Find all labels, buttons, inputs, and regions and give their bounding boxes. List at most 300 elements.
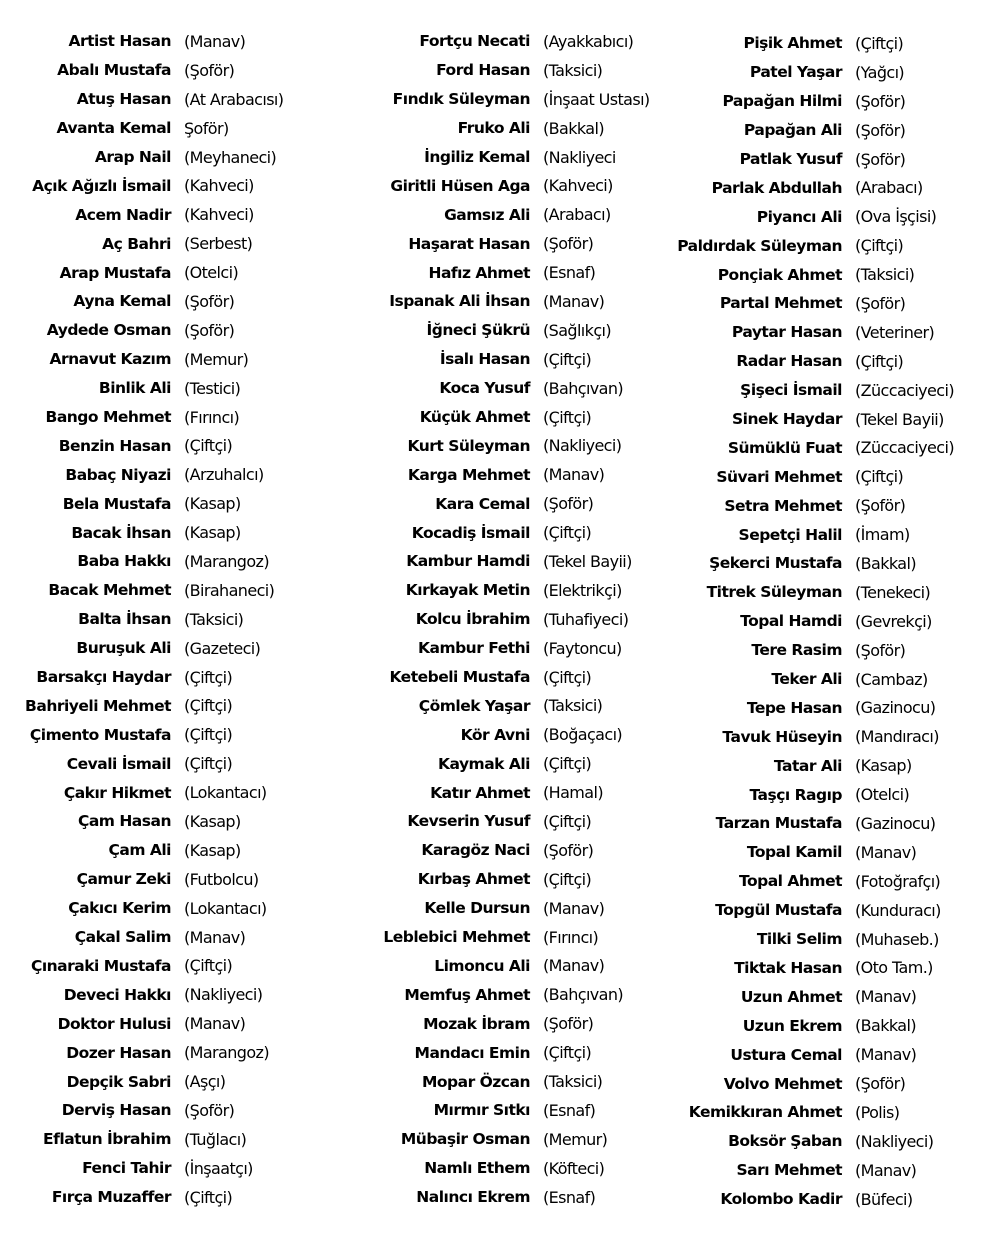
list-item (360, 894, 665, 923)
person-occupation: (Şoför) (855, 496, 906, 516)
list-item (655, 1156, 983, 1185)
person-nickname: Fırça Muzaffer (51, 1188, 171, 1207)
list-item (360, 691, 665, 720)
list-item (360, 258, 665, 287)
list-item (0, 836, 354, 865)
person-occupation: (Manav) (543, 956, 605, 976)
person-occupation: (Çiftçi) (543, 811, 592, 831)
list-item (655, 1098, 983, 1127)
person-nickname: Papağan Ali (743, 121, 842, 140)
person-nickname: Setra Mehmet (724, 496, 842, 515)
person-occupation: (Çiftçi) (543, 523, 592, 543)
person-occupation: (Aşçı) (184, 1072, 226, 1091)
person-occupation: (At Arabacısı) (184, 89, 284, 109)
list-item (360, 1125, 665, 1154)
person-occupation: (Taksici) (543, 60, 603, 80)
list-item (360, 1038, 665, 1067)
person-nickname: Taşçı Ragıp (749, 785, 842, 804)
person-nickname: Tepe Hasan (746, 698, 842, 717)
person-nickname: Uzun Ekrem (742, 1016, 842, 1035)
person-occupation: (Şoför) (184, 320, 235, 340)
person-nickname: Benzin Hasan (58, 436, 171, 455)
person-nickname: Parlak Abdullah (711, 178, 842, 197)
list-item (360, 923, 665, 952)
person-occupation: (Ova İşçisi) (855, 207, 937, 227)
person-nickname: Eflatun İbrahim (43, 1130, 171, 1149)
list-item (655, 1011, 983, 1040)
person-nickname: Çakır Hikmet (63, 783, 171, 802)
person-occupation: (Çiftçi) (543, 667, 592, 687)
person-nickname: Giritli Hüsen Aga (390, 176, 530, 195)
person-occupation: (Esnaf) (543, 263, 596, 283)
list-item (0, 980, 354, 1009)
person-nickname: Piyancı Ali (756, 207, 842, 226)
list-item (655, 896, 983, 925)
person-nickname: Barsakçı Haydar (36, 668, 171, 687)
person-nickname: Kara Cemal (435, 494, 530, 513)
person-occupation: (Şoför) (855, 91, 906, 111)
person-nickname: Arnavut Kazım (49, 350, 171, 369)
person-occupation: (Nakliyeci (543, 147, 616, 167)
person-nickname: Papağan Hilmi (722, 92, 842, 111)
list-item (655, 780, 983, 809)
person-occupation: (Sağlıkçı) (543, 320, 612, 340)
person-occupation: (Köfteci) (543, 1158, 605, 1178)
person-nickname: Sinek Haydar (732, 410, 842, 429)
person-nickname: Tatar Ali (773, 756, 842, 775)
person-nickname: Şekerci Mustafa (709, 554, 842, 573)
person-nickname: Çam Ali (108, 841, 171, 860)
person-occupation: (Kahveci) (543, 176, 613, 196)
person-nickname: Limoncu Ali (434, 956, 530, 975)
person-occupation: (Elektrikçi) (543, 580, 622, 600)
person-nickname: Patel Yaşar (749, 63, 842, 82)
person-occupation: (Gevrekçi) (855, 611, 932, 631)
person-nickname: Aç Bahri (102, 234, 171, 253)
person-occupation: (Züccaciyeci) (855, 438, 954, 458)
person-occupation: (Manav) (855, 1045, 917, 1065)
person-nickname: Uzun Ahmet (740, 987, 842, 1006)
person-nickname: Kevserin Yusuf (407, 812, 530, 831)
person-nickname: Tavuk Hüseyin (722, 727, 842, 746)
person-nickname: Depçik Sabri (66, 1072, 171, 1091)
person-occupation: (Tuğlacı) (184, 1129, 247, 1149)
person-occupation: (Çiftçi) (184, 1187, 233, 1207)
person-nickname: Balta İhsan (78, 610, 171, 629)
person-occupation: (Kasap) (184, 494, 241, 514)
person-occupation: (Şoför) (543, 234, 594, 254)
person-occupation: (Çiftçi) (543, 407, 592, 427)
list-item (0, 489, 354, 518)
person-occupation: (Fırıncı) (543, 927, 599, 947)
person-nickname: Ford Hasan (436, 61, 530, 80)
person-nickname: Bacak Mehmet (48, 581, 171, 600)
list-item (655, 954, 983, 983)
person-nickname: Çimento Mustafa (29, 725, 171, 744)
person-occupation: (Testici) (184, 378, 241, 398)
person-occupation: (Manav) (855, 842, 917, 862)
list-item (655, 405, 983, 434)
list-item (655, 462, 983, 491)
list-item (655, 607, 983, 636)
person-occupation: (Faytoncu) (543, 638, 622, 658)
person-occupation: (Çiftçi) (184, 754, 233, 774)
list-item (655, 665, 983, 694)
list-item (360, 143, 665, 172)
list-item (0, 287, 354, 316)
list-item (360, 431, 665, 460)
list-item (360, 836, 665, 865)
person-nickname: Topal Hamdi (740, 612, 842, 631)
person-nickname: Çınaraki Mustafa (30, 956, 171, 975)
person-occupation: (Fotoğrafçı) (855, 871, 941, 891)
person-occupation: (Nakliyeci) (184, 985, 263, 1005)
person-occupation: (Arabacı) (543, 205, 611, 225)
person-nickname: Artist Hasan (68, 32, 171, 51)
person-occupation: (Gazinocu) (855, 813, 936, 833)
person-nickname: Kocadiş İsmail (411, 523, 530, 542)
list-item (0, 778, 354, 807)
list-item (360, 1183, 665, 1212)
person-occupation: (Meyhaneci) (184, 147, 277, 167)
person-occupation: (Lokantacı) (184, 898, 267, 918)
list-item (360, 287, 665, 316)
list-item (0, 229, 354, 258)
person-occupation: (Memur) (543, 1129, 608, 1149)
list-item (0, 547, 354, 576)
list-item (0, 865, 354, 894)
list-item (0, 894, 354, 923)
list-item (360, 749, 665, 778)
person-occupation: (Çiftçi) (543, 754, 592, 774)
list-item (0, 143, 354, 172)
list-item (360, 229, 665, 258)
person-nickname: Kambur Hamdi (406, 552, 530, 571)
person-nickname: Volvo Mehmet (723, 1074, 842, 1093)
person-nickname: Katır Ahmet (430, 783, 530, 802)
nickname-column-2 (360, 27, 665, 1212)
person-nickname: Tere Rasim (751, 641, 842, 660)
person-occupation: (Taksici) (855, 265, 915, 285)
person-occupation: (Çiftçi) (184, 436, 233, 456)
person-occupation: (Bahçıvan) (543, 985, 624, 1005)
person-nickname: Kırkayak Metin (405, 581, 530, 600)
person-nickname: Avanta Kemal (56, 119, 171, 138)
person-occupation: (Kahveci) (184, 176, 254, 196)
list-item (655, 1127, 983, 1156)
list-item (360, 345, 665, 374)
list-item (655, 29, 983, 58)
list-item (360, 171, 665, 200)
person-occupation: (Çiftçi) (855, 351, 904, 371)
list-item (0, 605, 354, 634)
person-occupation: (Şoför) (855, 149, 906, 169)
list-item (0, 1096, 354, 1125)
person-nickname: Bango Mehmet (45, 408, 171, 427)
person-occupation: (Manav) (184, 927, 246, 947)
list-item (0, 1038, 354, 1067)
person-occupation: (Yağcı) (855, 62, 905, 82)
person-nickname: Mübaşir Osman (400, 1130, 530, 1149)
person-nickname: Topgül Mustafa (715, 901, 842, 920)
list-item (655, 1185, 983, 1214)
person-occupation: (Manav) (855, 987, 917, 1007)
person-nickname: Mandacı Emin (414, 1043, 530, 1062)
person-occupation: (Otelci) (184, 263, 239, 283)
person-nickname: Sepetçi Halil (738, 525, 842, 544)
list-item (655, 982, 983, 1011)
person-nickname: Radar Hasan (736, 352, 842, 371)
person-occupation: (Çiftçi) (855, 33, 904, 53)
list-item (360, 576, 665, 605)
person-nickname: Dozer Hasan (66, 1043, 171, 1062)
person-nickname: Aydede Osman (46, 321, 171, 340)
person-occupation: (Şoför) (855, 640, 906, 660)
list-item (360, 27, 665, 56)
list-item (360, 1067, 665, 1096)
person-occupation: (Taksici) (184, 609, 244, 629)
person-nickname: Koca Yusuf (439, 379, 530, 398)
person-nickname: Teker Ali (771, 670, 842, 689)
person-nickname: Doktor Hulusi (57, 1014, 171, 1033)
person-nickname: Mırmır Sıtkı (433, 1101, 530, 1120)
list-item (655, 491, 983, 520)
person-nickname: Küçük Ahmet (419, 408, 530, 427)
person-occupation: (Züccaciyeci) (855, 380, 954, 400)
person-occupation: (Manav) (543, 291, 605, 311)
person-occupation: (Şoför) (855, 1074, 906, 1093)
list-item (360, 1154, 665, 1183)
list-item (655, 549, 983, 578)
list-item (0, 952, 354, 981)
person-nickname: Karagöz Naci (421, 841, 530, 860)
person-nickname: Pişik Ahmet (743, 34, 842, 53)
list-item (0, 663, 354, 692)
list-item (655, 1040, 983, 1069)
person-nickname: Hafız Ahmet (428, 263, 530, 282)
person-nickname: Kör Avni (460, 725, 530, 744)
person-occupation: (Taksici) (543, 696, 603, 716)
list-item (655, 231, 983, 260)
list-item (655, 260, 983, 289)
person-nickname: Ispanak Ali İhsan (389, 292, 530, 311)
person-occupation: (Arzuhalcı) (184, 465, 264, 485)
person-nickname: Derviş Hasan (61, 1101, 171, 1120)
person-nickname: Deveci Hakkı (63, 985, 171, 1004)
person-nickname: Paldırdak Süleyman (677, 236, 842, 255)
person-occupation: (Nakliyeci) (543, 436, 622, 456)
list-item (655, 1069, 983, 1098)
list-item (655, 289, 983, 318)
person-occupation: (Manav) (543, 898, 605, 918)
person-nickname: Kolcu İbrahim (415, 610, 530, 629)
person-nickname: Tarzan Mustafa (715, 814, 842, 833)
list-item (655, 578, 983, 607)
person-occupation: (Esnaf) (543, 1100, 596, 1120)
person-occupation: (İmam) (855, 525, 910, 545)
person-occupation: (Otelci) (855, 785, 910, 805)
list-item (0, 431, 354, 460)
person-nickname: Boksör Şaban (728, 1132, 842, 1151)
list-item (655, 693, 983, 722)
list-item (655, 58, 983, 87)
person-nickname: Baba Hakkı (77, 552, 171, 571)
list-item (0, 691, 354, 720)
person-nickname: İğneci Şükrü (426, 321, 530, 340)
person-occupation: (Serbest) (184, 234, 253, 254)
person-occupation: (Manav) (543, 465, 605, 485)
person-occupation: (Çiftçi) (855, 236, 904, 256)
list-item (360, 952, 665, 981)
list-item (655, 867, 983, 896)
person-occupation: (Şoför) (184, 291, 235, 311)
person-nickname: Bela Mustafa (62, 494, 171, 513)
list-item (360, 1096, 665, 1125)
list-item (655, 520, 983, 549)
person-nickname: Sarı Mehmet (736, 1161, 842, 1180)
list-item (655, 173, 983, 202)
list-item (0, 316, 354, 345)
person-occupation: (Kasap) (184, 840, 241, 860)
list-item (0, 634, 354, 663)
list-item (0, 923, 354, 952)
person-nickname: Paytar Hasan (731, 323, 842, 342)
person-nickname: Topal Ahmet (738, 872, 842, 891)
list-item (0, 171, 354, 200)
list-item (360, 807, 665, 836)
person-occupation: (Tenekeci) (855, 582, 931, 602)
person-nickname: Topal Kamil (746, 843, 842, 862)
person-occupation: (Marangoz) (184, 551, 269, 571)
person-nickname: Kurt Süleyman (407, 436, 530, 455)
person-nickname: Çömlek Yaşar (418, 696, 530, 715)
person-nickname: Süvari Mehmet (716, 467, 842, 486)
person-nickname: Arap Mustafa (59, 263, 171, 282)
person-nickname: Ponçiak Ahmet (717, 265, 842, 284)
list-item (655, 433, 983, 462)
person-occupation: (İnşaat Ustası) (543, 89, 650, 109)
person-nickname: Karga Mehmet (407, 465, 530, 484)
list-item (0, 518, 354, 547)
list-item (655, 636, 983, 665)
person-nickname: Nalıncı Ekrem (416, 1188, 530, 1207)
person-nickname: Titrek Süleyman (706, 583, 842, 602)
list-item (655, 202, 983, 231)
person-occupation: (Kasap) (184, 523, 241, 543)
person-nickname: Fındık Süleyman (392, 90, 530, 109)
person-occupation: (Tekel Bayii) (855, 409, 944, 429)
person-occupation: (Çiftçi) (184, 667, 233, 687)
person-nickname: Şişeci İsmail (740, 381, 842, 400)
person-nickname: Kırbaş Ahmet (417, 870, 530, 889)
person-nickname: Kemikkıran Ahmet (688, 1103, 842, 1122)
person-occupation: (Şoför) (855, 293, 906, 313)
list-item (655, 722, 983, 751)
person-occupation: (Hamal) (543, 783, 603, 803)
person-occupation: (Nakliyeci) (855, 1131, 934, 1151)
list-item (655, 751, 983, 780)
person-occupation: (Şoför) (543, 494, 594, 514)
list-item (655, 838, 983, 867)
person-nickname: Bahriyeli Mehmet (25, 696, 171, 715)
person-occupation: (Esnaf) (543, 1187, 596, 1207)
person-occupation: (Kunduracı) (855, 900, 941, 920)
person-occupation: (Manav) (184, 31, 246, 51)
nickname-column-1 (0, 27, 354, 1212)
list-item (0, 720, 354, 749)
person-nickname: İngiliz Kemal (424, 148, 530, 166)
person-occupation: (Cambaz) (855, 669, 928, 689)
list-item (360, 980, 665, 1009)
person-occupation: (Tuhafiyeci) (543, 609, 629, 629)
list-item (360, 634, 665, 663)
person-nickname: Cevali İsmail (66, 754, 171, 773)
person-nickname: Arap Nail (94, 148, 171, 166)
person-occupation: (Büfeci) (855, 1189, 913, 1209)
list-item (360, 720, 665, 749)
person-nickname: Çamur Zeki (76, 870, 171, 889)
list-item (0, 460, 354, 489)
person-occupation: (Şoför) (184, 60, 235, 80)
person-occupation: (Şoför) (543, 840, 594, 860)
list-item (360, 605, 665, 634)
list-item (360, 460, 665, 489)
list-item (0, 114, 354, 143)
person-occupation: (Çiftçi) (184, 725, 233, 745)
person-occupation: (Şoför) (543, 1014, 594, 1034)
list-item (655, 145, 983, 174)
person-nickname: Patlak Yusuf (739, 150, 842, 168)
list-item (360, 489, 665, 518)
person-occupation: (Gazeteci) (184, 638, 261, 658)
person-occupation: (Tekel Bayii) (543, 551, 632, 571)
person-nickname: Çam Hasan (77, 812, 171, 831)
list-item (0, 1154, 354, 1183)
person-occupation: (Şoför) (184, 1100, 235, 1120)
list-item (0, 85, 354, 114)
person-occupation: (Çiftçi) (855, 467, 904, 487)
person-nickname: Atuş Hasan (76, 90, 171, 109)
person-nickname: Ketebeli Mustafa (389, 668, 530, 687)
person-nickname: Kambur Fethi (417, 639, 530, 658)
person-nickname: İsalı Hasan (439, 350, 530, 369)
person-occupation: (Birahaneci) (184, 580, 275, 600)
list-item (360, 316, 665, 345)
person-nickname: Ayna Kemal (73, 292, 171, 311)
person-occupation: (Manav) (855, 1160, 917, 1180)
list-item (0, 807, 354, 836)
person-occupation: (Taksici) (543, 1072, 603, 1091)
list-item (0, 403, 354, 432)
person-nickname: Mozak İbram (423, 1014, 530, 1033)
list-item (360, 663, 665, 692)
list-item (0, 749, 354, 778)
person-occupation: (Gazinocu) (855, 698, 936, 718)
list-item (0, 56, 354, 85)
list-item (360, 518, 665, 547)
person-occupation: (Memur) (184, 349, 249, 369)
list-item (360, 778, 665, 807)
person-nickname: Kolombo Kadir (720, 1190, 842, 1209)
person-occupation: (Bakkal) (855, 1016, 916, 1036)
person-occupation: (Bakkal) (543, 118, 604, 138)
person-nickname: Kaymak Ali (437, 754, 530, 773)
list-item (0, 1009, 354, 1038)
person-occupation: (Kahveci) (184, 205, 254, 225)
person-occupation: (Mandıracı) (855, 727, 939, 747)
person-nickname: Abalı Mustafa (57, 61, 171, 80)
list-item (360, 547, 665, 576)
